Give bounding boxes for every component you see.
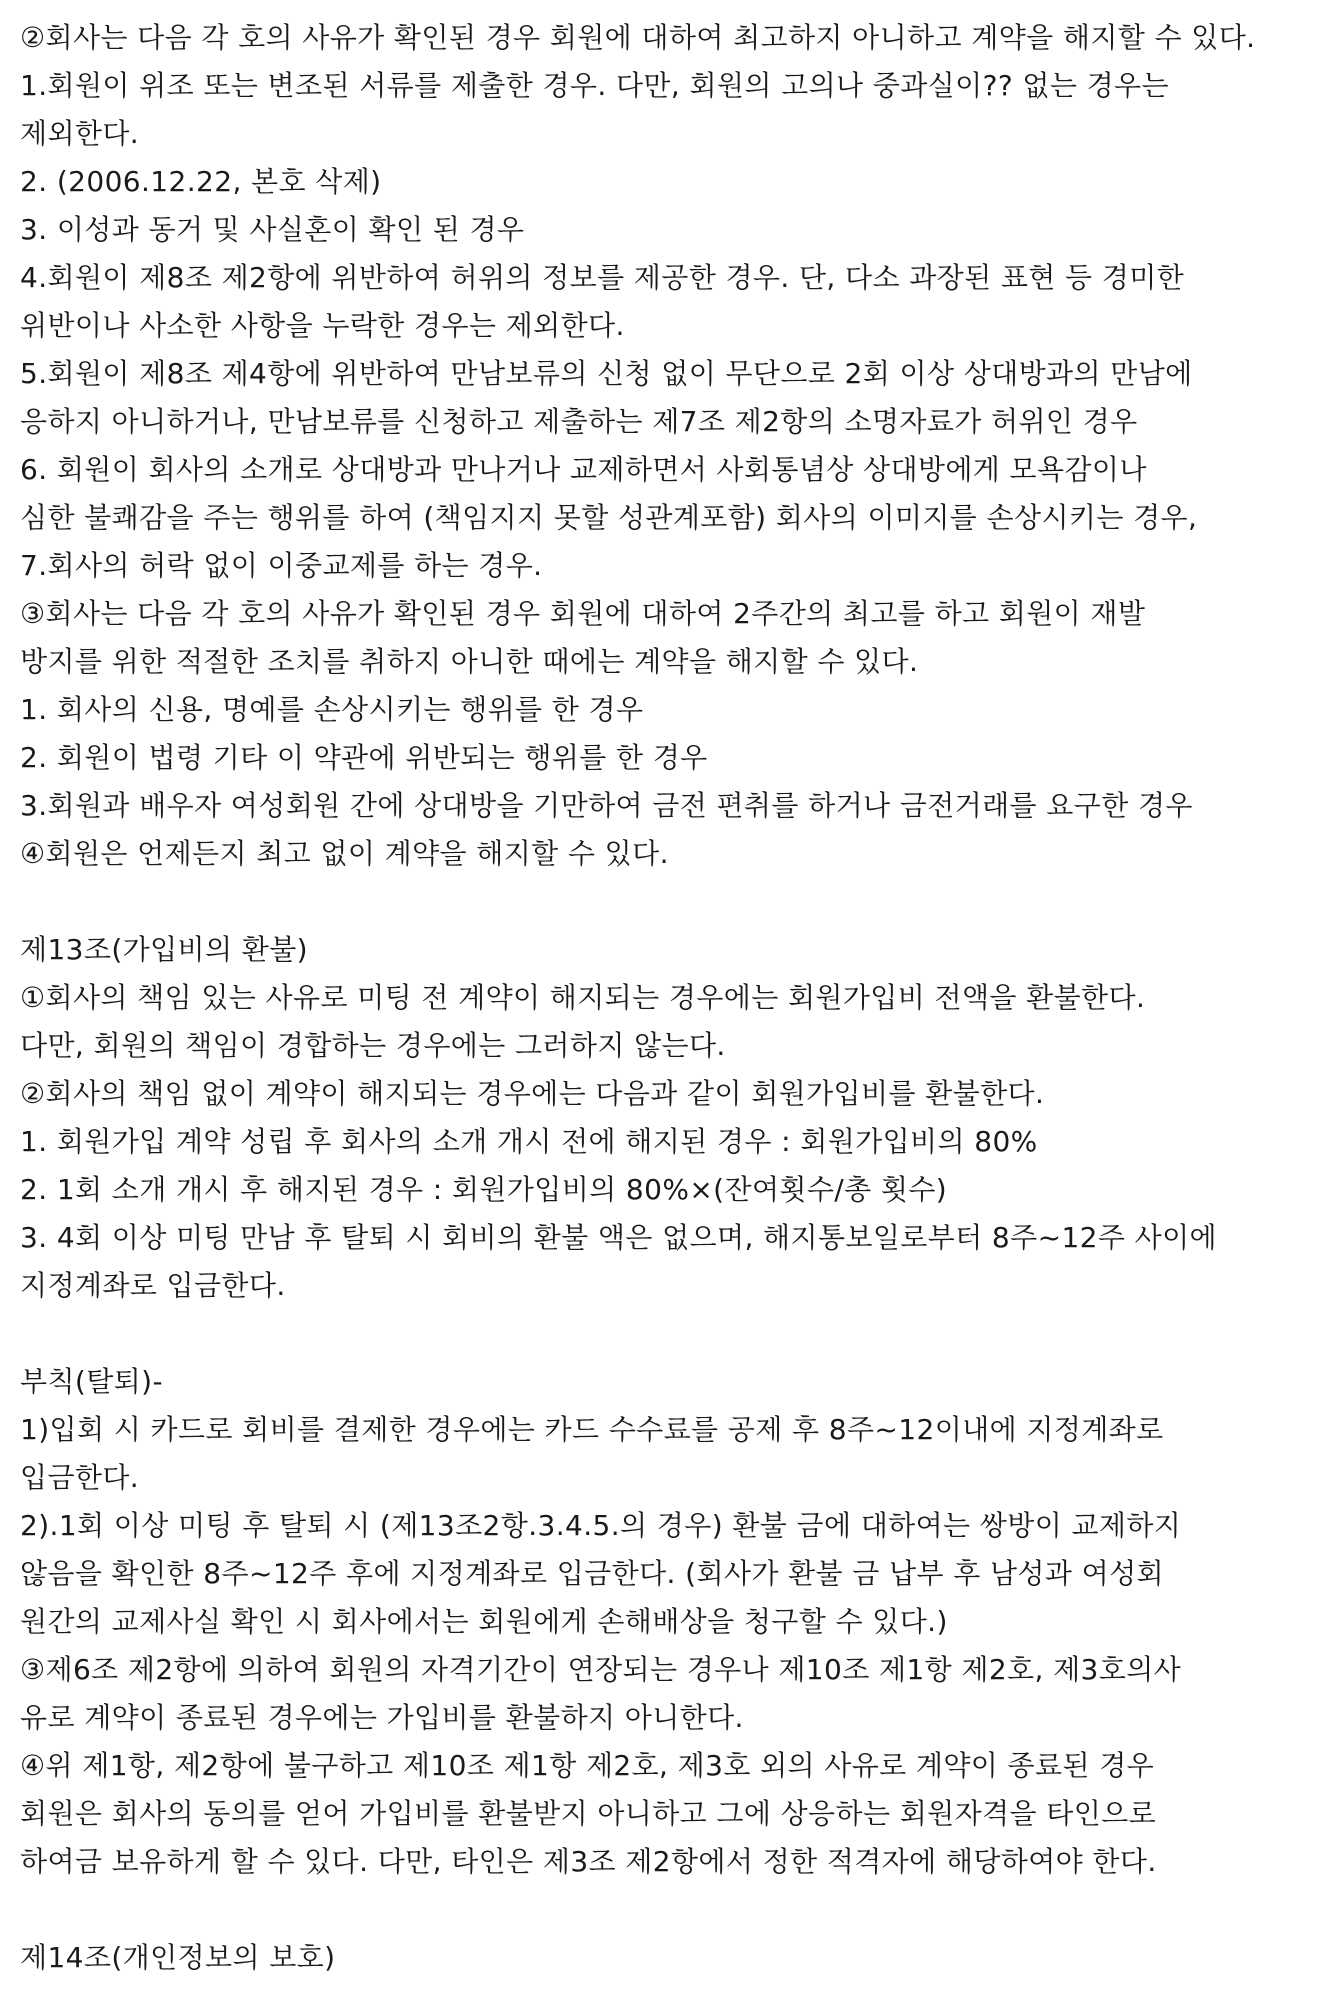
text-line: 방지를 위한 적절한 조치를 취하지 아니한 때에는 계약을 해지할 수 있다. [20,645,919,678]
text-line: 4.회원이 제8조 제2항에 위반하여 허위의 정보를 제공한 경우. 단, 다소 과장된 표현 등 경미한 [20,261,1185,294]
section14 [20,1934,1320,1982]
section12-paragraph3 [20,590,1320,878]
text-line: 1. 회원가입 계약 성립 후 회사의 소개 개시 전에 해지된 경우 : 회원가입비의 80% [20,1125,1038,1158]
text-line: 원간의 교제사실 확인 시 회사에서는 회원에게 손해배상을 청구할 수 있다.) [20,1605,948,1638]
blank-line [20,878,1320,926]
text-line: 7.회사의 허락 없이 이중교제를 하는 경우. [20,549,543,582]
text-line: 3.회원과 배우자 여성회원 간에 상대방을 기만하여 금전 편취를 하거나 금전거래를 요구한 경우 [20,789,1193,822]
text-line: 3. 이성과 동거 및 사실혼이 확인 된 경우 [20,213,525,246]
text-line: 1)입회 시 카드로 회비를 결제한 경우에는 카드 수수료를 공제 후 8주~12이내에 지정계좌로 [20,1413,1164,1446]
section13 [20,926,1320,1310]
text-line: 1. 회사의 신용, 명예를 손상시키는 행위를 한 경우 [20,693,644,726]
text-line: 응하지 아니하거나, 만남보류를 신청하고 제출하는 제7조 제2항의 소명자료가 허위인 경우 [20,405,1138,438]
text-line: 5.회원이 제8조 제4항에 위반하여 만남보류의 신청 없이 무단으로 2회 이상 상대방과의 만남에 [20,357,1193,390]
text-line: ②회사는 다음 각 호의 사유가 확인된 경우 회원에 대하여 최고하지 아니하고 계약을 해지할 수 있다. [20,21,1256,54]
text-line: 2. (2006.12.22, 본호 삭제) [20,165,382,198]
text-line: 지정계좌로 입금한다. [20,1269,286,1302]
supplementary-provisions [20,1358,1320,1886]
text-line: ③제6조 제2항에 의하여 회원의 자격기간이 연장되는 경우나 제10조 제1항 제2호, 제3호의사 [20,1653,1182,1686]
text-line: 입금한다. [20,1461,140,1494]
text-line: 2).1회 이상 미팅 후 탈퇴 시 (제13조2항.3.4.5.의 경우) 환불 금에 대하여는 쌍방이 교제하지 [20,1509,1182,1542]
text-line: 하여금 보유하게 할 수 있다. 다만, 타인은 제3조 제2항에서 정한 적격자에 해당하여야 한다. [20,1845,1157,1878]
text-line: 유로 계약이 종료된 경우에는 가입비를 환불하지 아니한다. [20,1701,744,1734]
text-line: 다만, 회원의 책임이 경합하는 경우에는 그러하지 않는다. [20,1029,726,1062]
section12-paragraph2 [20,14,1320,590]
text-line: ③회사는 다음 각 호의 사유가 확인된 경우 회원에 대하여 2주간의 최고를 하고 회원이 재발 [20,597,1146,630]
text-line: 2. 1회 소개 개시 후 해지된 경우 : 회원가입비의 80%×(잔여횟수/총 횟수) [20,1173,948,1206]
text-line: 제외한다. [20,117,140,150]
text-line: 회원은 회사의 동의를 얻어 가입비를 환불받지 아니하고 그에 상응하는 회원자격을 타인으로 [20,1797,1157,1830]
text-line: 않음을 확인한 8주~12주 후에 지정계좌로 입금한다. (회사가 환불 금 납부 후 남성과 여성회 [20,1557,1164,1590]
text-line: ①회사의 책임 있는 사유로 미팅 전 계약이 해지되는 경우에는 회원가입비 전액을 환불한다. [20,981,1146,1014]
text-line: ④위 제1항, 제2항에 불구하고 제10조 제1항 제2호, 제3호 외의 사유로 계약이 종료된 경우 [20,1749,1155,1782]
text-line: 위반이나 사소한 사항을 누락한 경우는 제외한다. [20,309,625,342]
text-line: 3. 4회 이상 미팅 만남 후 탈퇴 시 회비의 환불 액은 없으며, 해지통보일로부터 8주~12주 사이에 [20,1221,1217,1254]
text-line: 6. 회원이 회사의 소개로 상대방과 만나거나 교제하면서 사회통념상 상대방에게 모욕감이나 [20,453,1147,486]
text-line: ②회사의 책임 없이 계약이 해지되는 경우에는 다음과 같이 회원가입비를 환불한다. [20,1077,1045,1110]
blank-line [20,1310,1320,1358]
text-line: 2. 회원이 법령 기타 이 약관에 위반되는 행위를 한 경우 [20,741,708,774]
supplementary-title: 부칙(탈퇴)- [20,1365,163,1398]
document-page [20,14,1320,1982]
section13-title: 제13조(가입비의 환불) [20,933,308,966]
text-line: ④회원은 언제든지 최고 없이 계약을 해지할 수 있다. [20,837,669,870]
section14-title: 제14조(개인정보의 보호) [20,1941,336,1974]
text-line: 1.회원이 위조 또는 변조된 서류를 제출한 경우. 다만, 회원의 고의나 중과실이?? 없는 경우는 [20,69,1169,102]
text-line: 심한 불쾌감을 주는 행위를 하여 (책임지지 못할 성관계포함) 회사의 이미지를 손상시키는 경우, [20,501,1198,534]
blank-line [20,1886,1320,1934]
